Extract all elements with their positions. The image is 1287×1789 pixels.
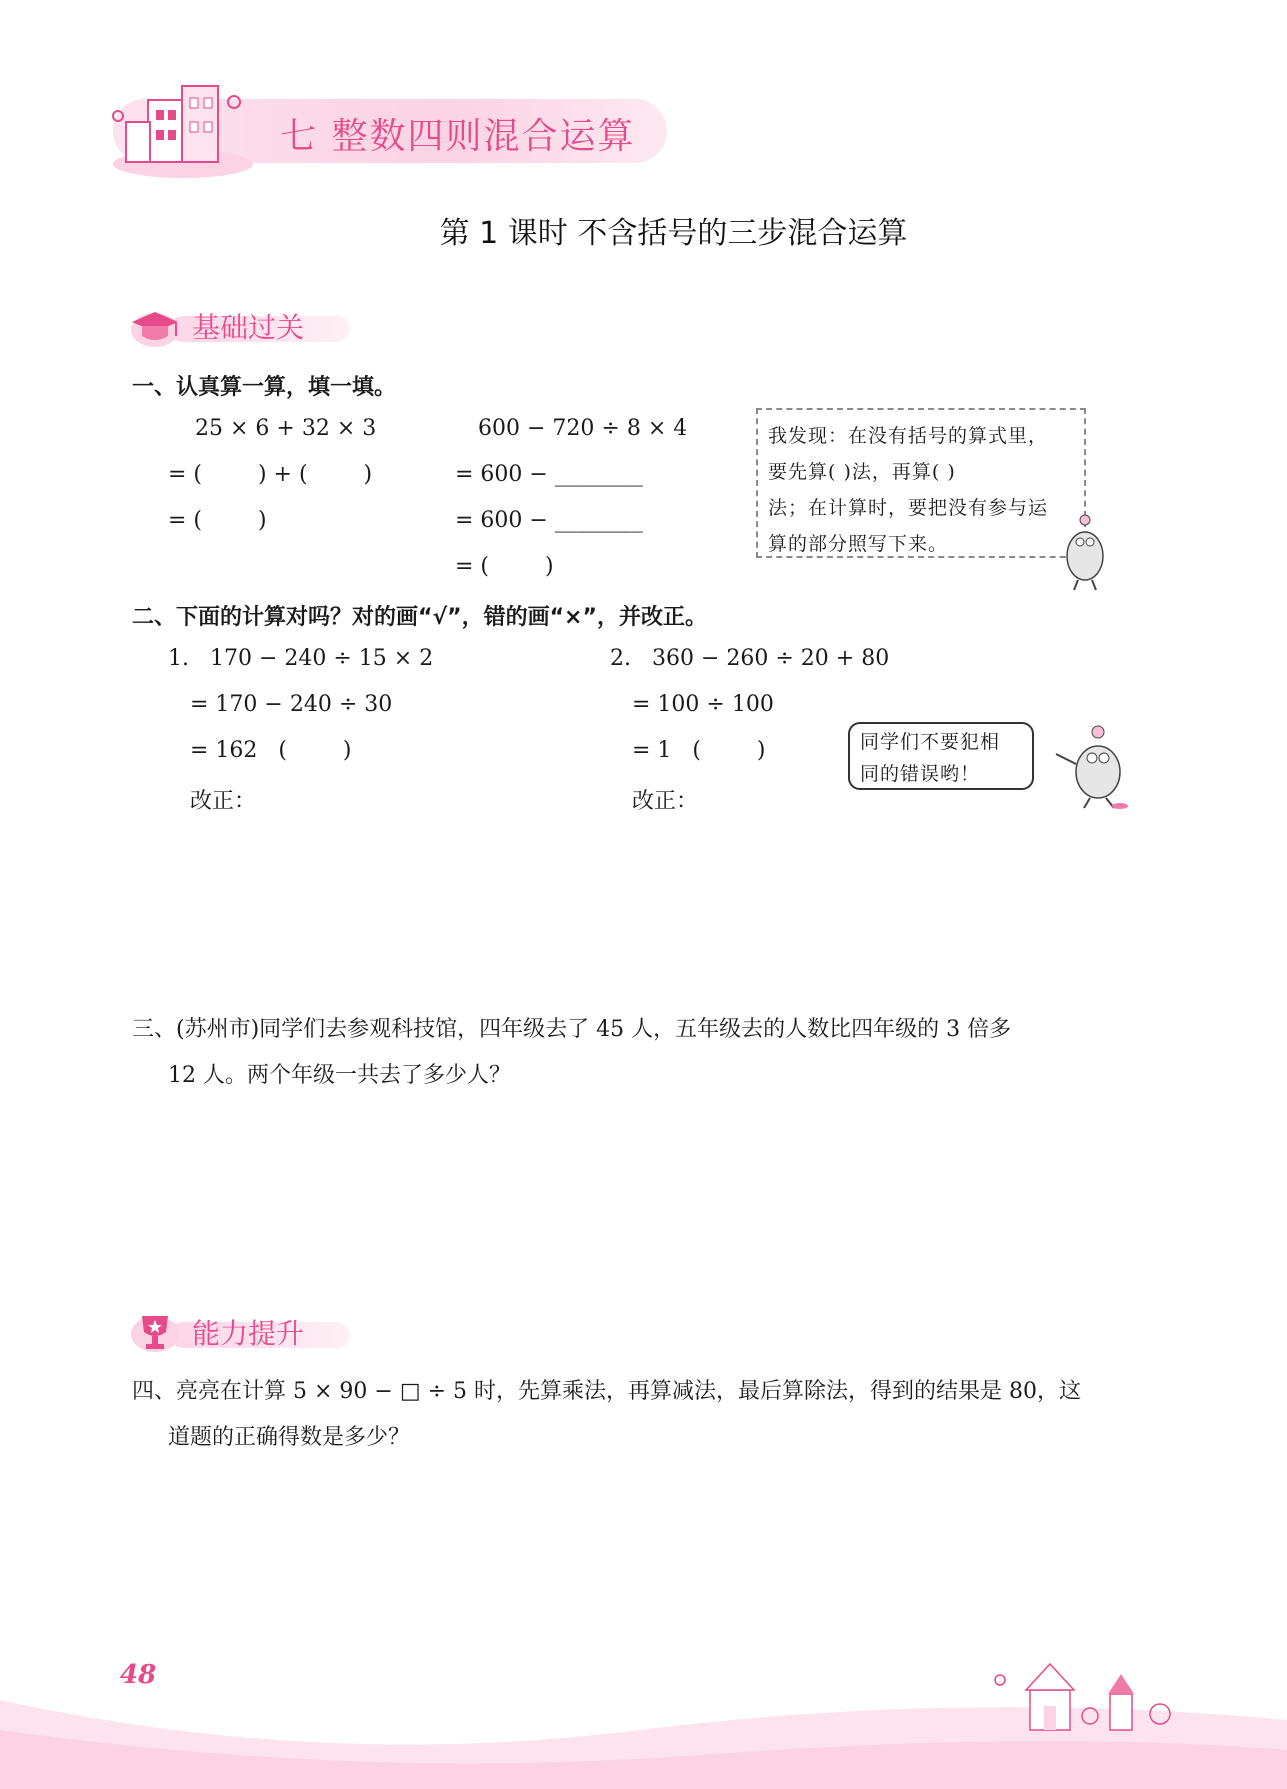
q1-right-line-4: = ( ) bbox=[455, 554, 554, 579]
question-4-line-2: 道题的正确得数是多少？ bbox=[168, 1425, 411, 1450]
bubble-text bbox=[860, 726, 1030, 790]
q2-p1-line-3: = 162 ( ) bbox=[190, 738, 352, 763]
q2-p2-line-4: 改正： bbox=[632, 789, 699, 814]
graduation-cap-icon bbox=[128, 302, 182, 350]
q2-p2-line-2: = 100 ÷ 100 bbox=[632, 692, 774, 717]
cartoon-character-icon bbox=[1060, 512, 1110, 592]
q1-left-line-1: 25 × 6 + 32 × 3 bbox=[195, 416, 377, 441]
tip-line-2: 要先算( )法，再算( ) bbox=[768, 461, 956, 483]
question-3-line-1: 三、(苏州市)同学们去参观科技馆，四年级去了 45 人，五年级去的人数比四年级的 3 倍多 bbox=[132, 1017, 1012, 1042]
cartoon-character-icon bbox=[1050, 720, 1140, 810]
q2-p1-line-2: = 170 − 240 ÷ 30 bbox=[190, 692, 393, 717]
question-4-line-1: 四、亮亮在计算 5 × 90 − □ ÷ 5 时，先算乘法，再算减法，最后算除法，得到的结果是 80，这 bbox=[132, 1379, 1082, 1404]
bubble-line-2: 同的错误哟！ bbox=[860, 763, 981, 785]
question-2-title: 二、下面的计算对吗？对的画“√”，错的画“×”，并改正。 bbox=[132, 605, 707, 630]
q1-right-line-2: = 600 − ________ bbox=[455, 462, 643, 487]
q1-left-line-3: = ( ) bbox=[168, 508, 267, 533]
question-3-line-2: 12 人。两个年级一共去了多少人？ bbox=[168, 1063, 511, 1088]
town-illustration-icon bbox=[990, 1650, 1190, 1740]
building-illustration-icon bbox=[108, 72, 258, 182]
q2-p2-line-3: = 1 ( ) bbox=[632, 738, 766, 763]
page-number: 48 bbox=[120, 1660, 157, 1690]
section-title-advanced: 能力提升 bbox=[192, 1317, 305, 1350]
trophy-icon bbox=[128, 1306, 182, 1356]
q1-left-line-2: = ( ) + ( ) bbox=[168, 462, 373, 487]
q1-right-line-3: = 600 − ________ bbox=[455, 508, 643, 533]
q2-p1-line-4: 改正： bbox=[190, 789, 257, 814]
q2-p2-line-1: 2. 360 − 260 ÷ 20 + 80 bbox=[610, 646, 890, 671]
tip-line-3: 法；在计算时，要把没有参与运 bbox=[768, 497, 1049, 519]
tip-text bbox=[768, 418, 1080, 562]
question-1-title: 一、认真算一算，填一填。 bbox=[132, 375, 397, 400]
q2-p1-line-1: 1. 170 − 240 ÷ 15 × 2 bbox=[168, 646, 434, 671]
chapter-title: 七 整数四则混合运算 bbox=[280, 116, 636, 157]
tip-line-4: 算的部分照写下来。 bbox=[768, 533, 949, 555]
lesson-title: 第 1 课时 不含括号的三步混合运算 bbox=[439, 216, 908, 251]
q1-right-line-1: 600 − 720 ÷ 8 × 4 bbox=[478, 416, 688, 441]
bubble-line-1: 同学们不要犯相 bbox=[860, 731, 1001, 753]
section-title-basic: 基础过关 bbox=[192, 311, 305, 344]
tip-line-1: 我发现：在没有括号的算式里， bbox=[768, 425, 1049, 447]
